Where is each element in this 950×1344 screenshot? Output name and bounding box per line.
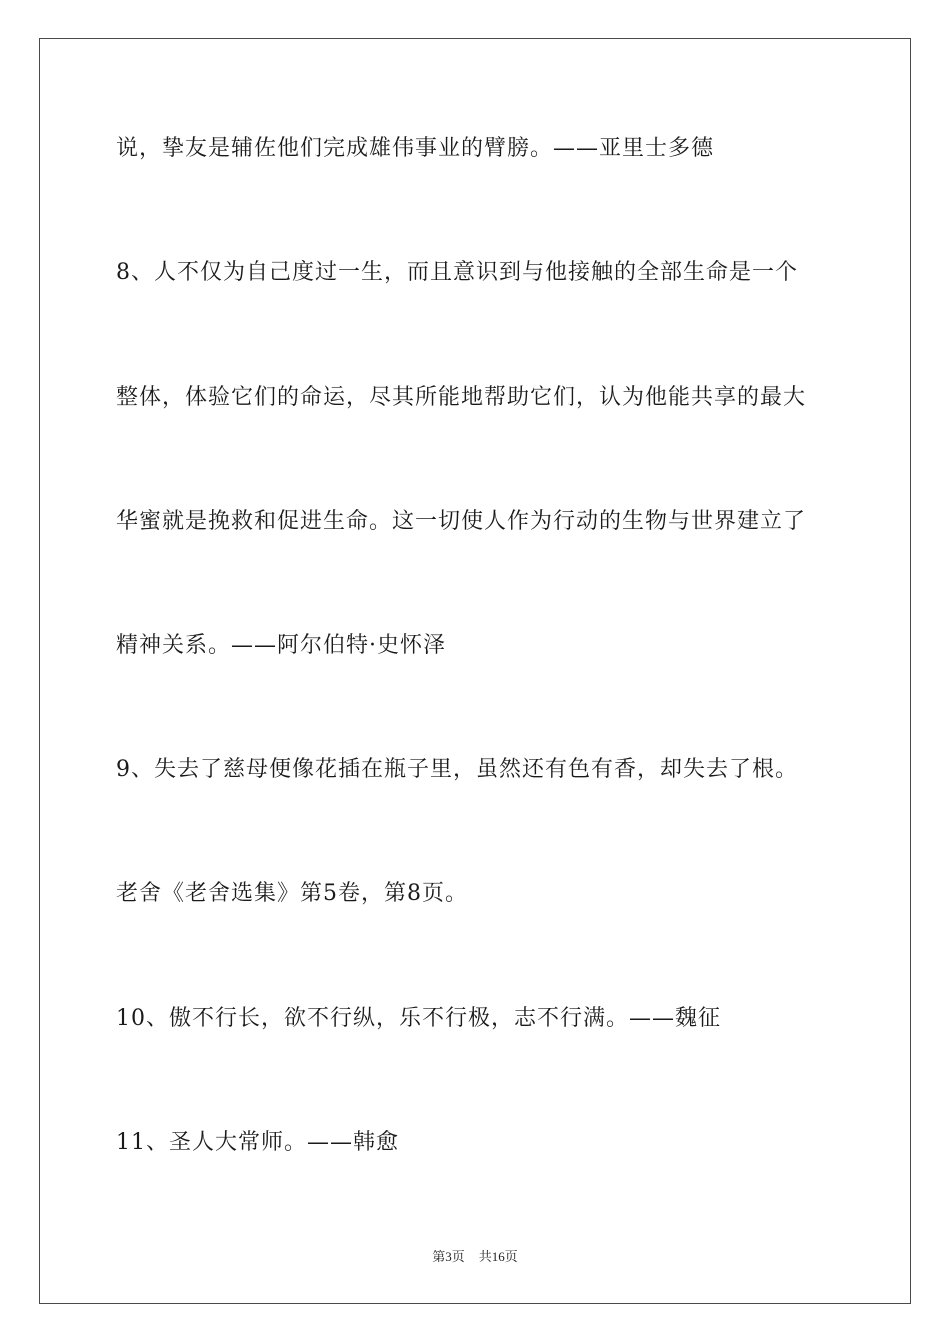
text-line-2: 8、人不仅为自己度过一生，而且意识到与他接触的全部生命是一个: [116, 260, 798, 285]
text-line-9: 11、圣人大常师。——韩愈: [116, 1130, 399, 1155]
page-total: 共16页: [478, 1249, 518, 1264]
text-line-7: 老舍《老舍选集》第5卷，第8页。: [116, 881, 468, 906]
text-line-3: 整体，体验它们的命运，尽其所能地帮助它们，认为他能共享的最大: [116, 385, 807, 410]
text-line-4: 华蜜就是挽救和促进生命。这一切使人作为行动的生物与世界建立了: [116, 509, 807, 534]
page-border: [39, 38, 911, 1304]
text-line-5: 精神关系。——阿尔伯特·史怀泽: [116, 633, 446, 658]
page-number: 第3页: [432, 1249, 465, 1264]
text-line-1: 说，挚友是辅佐他们完成雄伟事业的臂膀。——亚里士多德: [116, 136, 715, 161]
text-line-6: 9、失去了慈母便像花插在瓶子里，虽然还有色有香，却失去了根。: [116, 757, 798, 782]
text-line-8: 10、傲不行长，欲不行纵，乐不行极，志不行满。——魏征: [116, 1006, 721, 1031]
page-footer: [0, 1248, 950, 1266]
